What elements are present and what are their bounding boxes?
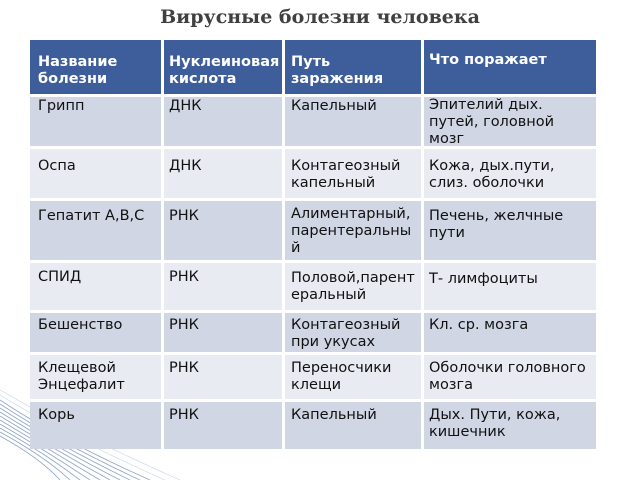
cell-route: Переносчики клещи [291, 360, 392, 393]
cell-target: Дых. Пути, кожа, кишечник [429, 407, 561, 440]
cell-acid: РНК [169, 208, 199, 224]
column-divider [161, 40, 164, 449]
page-title: Вирусные болезни человека [160, 6, 480, 28]
cell-disease: Гепатит А,В,С [38, 208, 145, 224]
cell-acid: РНК [169, 269, 199, 285]
cell-route: Половой,парентеральный [291, 270, 415, 303]
cell-acid: РНК [169, 360, 199, 376]
cell-disease: Корь [38, 407, 75, 423]
cell-disease: СПИД [38, 269, 82, 285]
cell-route: Контагеозный капельный [291, 158, 401, 191]
header-target: Что поражает [429, 52, 547, 68]
row-divider [30, 260, 596, 263]
column-divider [421, 40, 424, 449]
cell-disease: Оспа [38, 158, 76, 174]
cell-target: Кл. ср. мозга [429, 317, 529, 333]
cell-route: Контагеозный при укусах [291, 317, 401, 350]
cell-target: Эпителий дых. путей, головной мозг [429, 97, 555, 147]
cell-route: Алиментарный,парентеральный [291, 206, 412, 256]
cell-acid: РНК [169, 407, 199, 423]
cell-target: Кожа, дых.пути, слиз. оболочки [429, 158, 555, 191]
cell-route: Капельный [291, 98, 377, 114]
cell-disease: Грипп [38, 98, 85, 114]
cell-acid: РНК [169, 317, 199, 333]
diseases-table [30, 40, 596, 449]
row-divider [30, 310, 596, 313]
cell-disease: Бешенство [38, 317, 123, 333]
cell-acid: ДНК [169, 98, 202, 114]
cell-disease: Клещевой Энцефалит [38, 360, 125, 393]
row-divider [30, 399, 596, 402]
cell-target: Т- лимфоциты [429, 271, 538, 287]
header-disease: Название болезни [38, 54, 118, 87]
row-divider [30, 352, 596, 355]
header-route: Путь заражения [291, 54, 384, 87]
cell-route: Капельный [291, 407, 377, 423]
cell-target: Печень, желчные пути [429, 208, 564, 241]
cell-acid: ДНК [169, 158, 202, 174]
header-acid: Нуклеиновая кислота [169, 54, 280, 87]
column-divider [282, 40, 285, 449]
cell-target: Оболочки головного мозга [429, 360, 586, 393]
row-divider [30, 198, 596, 201]
